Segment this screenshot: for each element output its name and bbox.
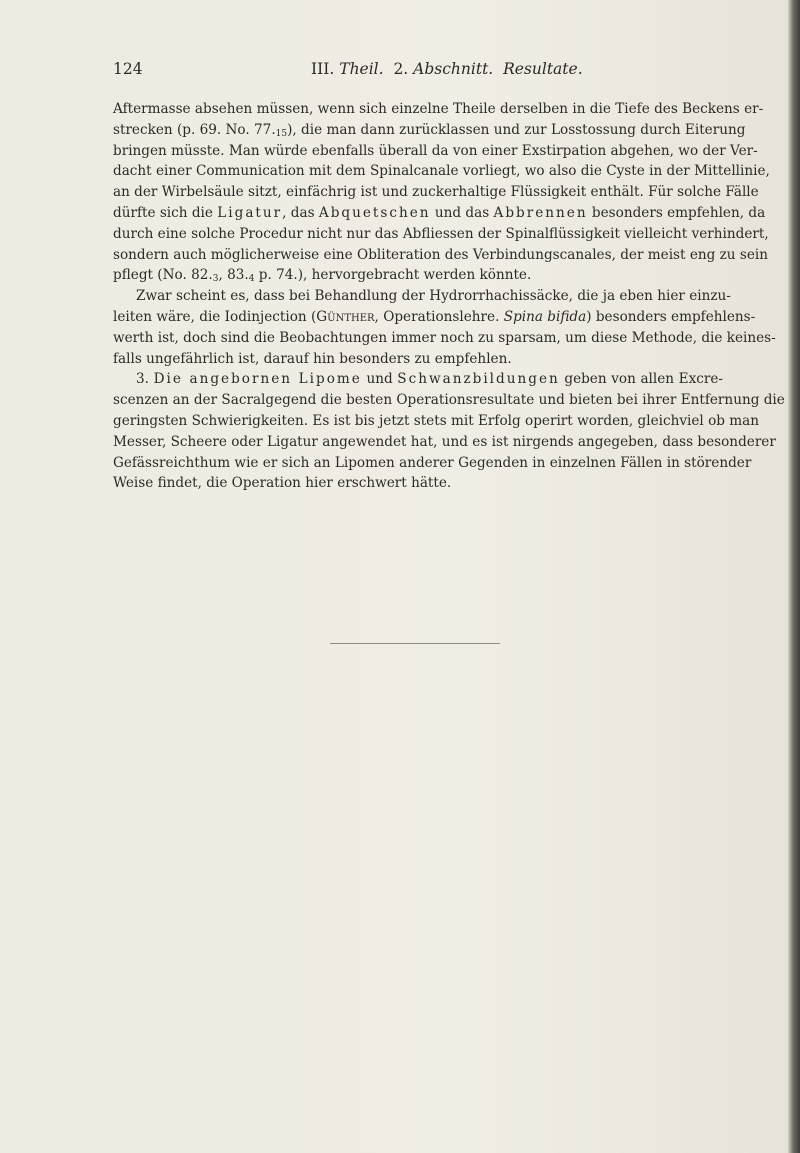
page-number: 124 xyxy=(113,60,143,78)
text-line: Zwar scheint es, dass bei Behandlung der Hydrorrhachissäcke, die ja eben hier einzu- xyxy=(136,288,731,305)
text-line: sondern auch möglicherweise eine Obliteration des Verbindungscanales, der meist eng zu sein xyxy=(113,246,769,263)
text-line: an der Wirbelsäule sitzt, einfächrig ist und zuckerhaltige Flüssigkeit enthält. Für solche Fälle xyxy=(113,184,759,201)
text-line: dürfte sich die Ligatur, das Abquetschen und das Abbrennen besonders empfehlen, da xyxy=(113,204,766,221)
text-line: Messer, Scheere oder Ligatur angewendet hat, und es ist nirgends angegeben, dass besonderer xyxy=(113,433,776,450)
text-line: dacht einer Communication mit dem Spinalcanale vorliegt, wo also die Cyste in der Mittellinie, xyxy=(113,163,770,180)
text-line: pflegt (No. $82._3$, $83._4$ p. 74.), hervorgebracht werden könnte. xyxy=(113,267,532,285)
running-title: III. Theil. 2. Abschnitt. Resultate. xyxy=(311,60,583,78)
text-line: Gefässreichthum wie er sich an Lipomen anderer Gegenden in einzelnen Fällen in störender xyxy=(113,454,752,471)
page-edge-shadow xyxy=(788,0,800,1153)
text-line: Aftermasse absehen müssen, wenn sich einzelne Theile derselben in die Tiefe des Beckens er- xyxy=(113,101,764,117)
text-line: scenzen an der Sacralgegend die besten Operationsresultate und bieten bei ihrer Entfernung die xyxy=(113,392,785,409)
text-line: werth ist, doch sind die Beobachtungen immer noch zu sparsam, um diese Methode, die keines- xyxy=(113,329,776,346)
text-line: strecken (p. 69. No. $77._{15}$), die man dann zurücklassen und zur Losstossung durch Eiterung xyxy=(113,121,746,139)
text-line: durch eine solche Procedur nicht nur das Abfliessen der Spinalflüssigkeit vielleicht verhindert, xyxy=(113,225,769,242)
running-header xyxy=(113,60,723,80)
text-line: geringsten Schwierigkeiten. Es ist bis jetzt stets mit Erfolg operirt worden, gleichviel ob man xyxy=(113,412,760,429)
text-line: bringen müsste. Man würde ebenfalls überall da von einer Exstirpation abgehen, wo der Ver- xyxy=(113,142,758,159)
text-line: Weise findet, die Operation hier erschwert hätte. xyxy=(113,475,452,492)
body-text xyxy=(113,99,785,494)
text-line: falls ungefährlich ist, darauf hin besonders zu empfehlen. xyxy=(113,350,512,367)
section-divider xyxy=(330,643,500,644)
text-line: 3. Die angebornen Lipome und Schwanzbildungen geben von allen Excre- xyxy=(136,371,723,388)
text-line: leiten wäre, die Iodinjection (Günther, Operationslehre. Spina bifida) besonders empfehlens- xyxy=(113,308,756,325)
